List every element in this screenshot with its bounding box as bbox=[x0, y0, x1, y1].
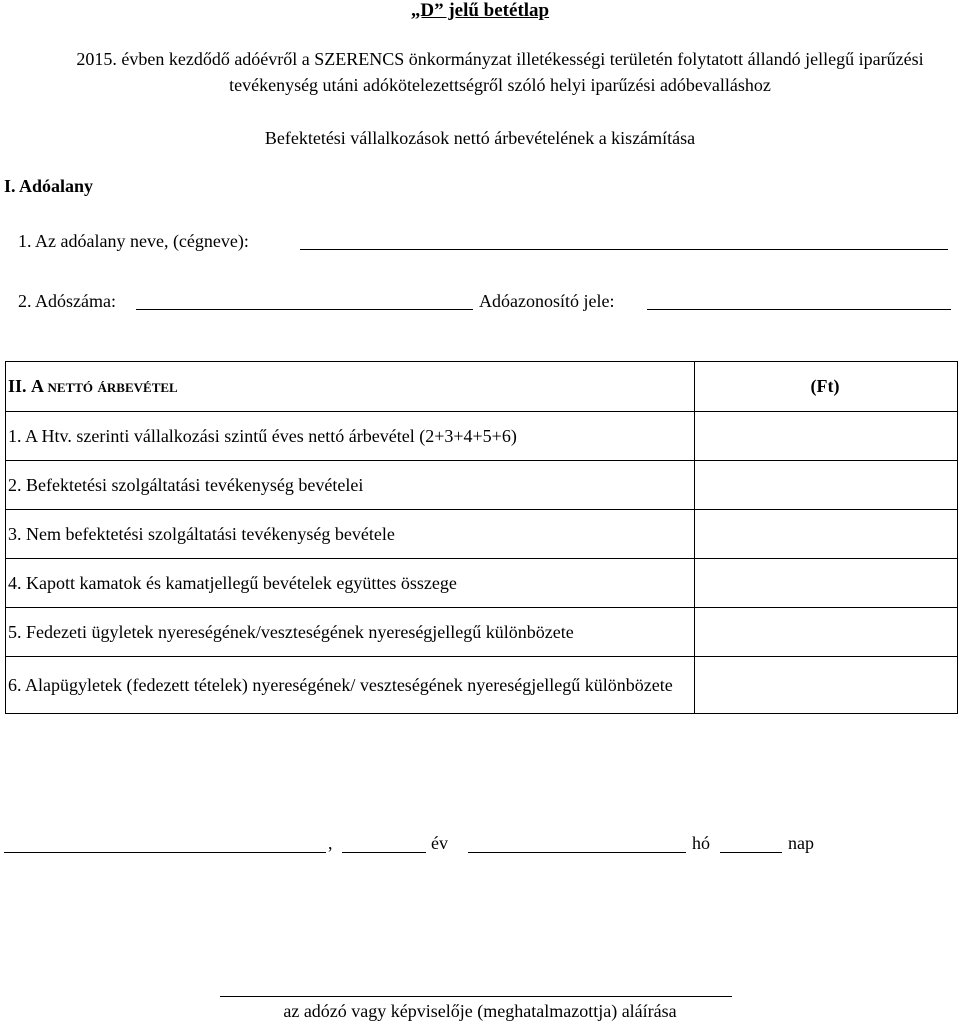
year-label: év bbox=[431, 833, 448, 853]
place-field[interactable] bbox=[4, 852, 326, 853]
table-row bbox=[6, 412, 958, 461]
row-label: 2. Befektetési szolgáltatási tevékenység bevételei bbox=[6, 461, 695, 510]
table-row bbox=[6, 461, 958, 510]
table-row bbox=[6, 559, 958, 608]
signature-field[interactable] bbox=[220, 996, 732, 997]
row-value-cell[interactable] bbox=[695, 657, 958, 714]
day-label: nap bbox=[788, 833, 814, 853]
table-row bbox=[6, 510, 958, 559]
row-label: 3. Nem befektetési szolgáltatási tevékenység bevétele bbox=[6, 510, 695, 559]
form-title: „D” jelű betétlap bbox=[410, 0, 550, 21]
tax-number-label: 2. Adószáma: bbox=[18, 291, 116, 311]
table-header-row bbox=[6, 362, 958, 412]
row-label: 4. Kapott kamatok és kamatjellegű bevételek együttes összege bbox=[6, 559, 695, 608]
row-label: 1. A Htv. szerinti vállalkozási szintű éves nettó árbevétel (2+3+4+5+6) bbox=[6, 412, 695, 461]
row-value-cell[interactable] bbox=[695, 461, 958, 510]
tax-id-field[interactable] bbox=[647, 309, 951, 310]
unit-label: (Ft) bbox=[695, 362, 958, 412]
revenue-table bbox=[5, 361, 958, 714]
year-field[interactable] bbox=[342, 852, 426, 853]
comma-separator: , bbox=[328, 833, 333, 853]
row-value-cell[interactable] bbox=[695, 412, 958, 461]
row-label: 6. Alapügyletek (fedezett tételek) nyereségének/ veszteségének nyereségjellegű különbözete bbox=[6, 657, 695, 714]
section-1-heading: I. Adóalany bbox=[4, 176, 94, 196]
name-field[interactable] bbox=[300, 249, 948, 250]
row-value-cell[interactable] bbox=[695, 559, 958, 608]
form-subtitle: Befektetési vállalkozások nettó árbevételének a kiszámítása bbox=[264, 128, 696, 148]
row-value-cell[interactable] bbox=[695, 608, 958, 657]
month-label: hó bbox=[692, 833, 710, 853]
name-label: 1. Az adóalany neve, (cégneve): bbox=[18, 231, 249, 251]
intro-text: 2015. évben kezdődő adóévről a SZERENCS önkormányzat illetékességi területén folytatott állandó jellegű iparűzési tevékenység utáni adókötelezettségről szóló helyi iparűzési adóbevalláshoz bbox=[76, 49, 924, 95]
table-row bbox=[6, 657, 958, 714]
day-field[interactable] bbox=[720, 852, 782, 853]
table-row bbox=[6, 608, 958, 657]
row-value-cell[interactable] bbox=[695, 510, 958, 559]
tax-number-field[interactable] bbox=[136, 309, 473, 310]
section-2-heading: II. A nettó árbevétel bbox=[6, 362, 695, 412]
signature-caption: az adózó vagy képviselője (meghatalmazottja) aláírása bbox=[283, 1001, 677, 1021]
row-label: 5. Fedezeti ügyletek nyereségének/veszteségének nyereségjellegű különbözete bbox=[6, 608, 695, 657]
month-field[interactable] bbox=[468, 852, 686, 853]
tax-id-label: Adóazonosító jele: bbox=[479, 291, 615, 311]
